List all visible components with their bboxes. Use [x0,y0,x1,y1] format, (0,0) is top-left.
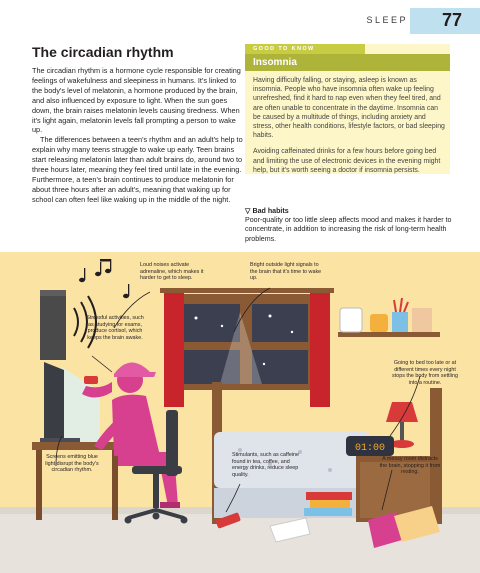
page-number: 77 [441,10,462,30]
books-pile [304,492,352,516]
article-body [32,66,244,205]
box-heading: Insomnia [245,54,450,71]
section-running-head: SLEEP [366,15,408,25]
box-kicker: GOOD TO KNOW [245,44,365,54]
box-paragraph-2: Avoiding caffeinated drinks for a few hours before going bed and limiting the use of electronic devices in the evening might help, but it's worth seeing a doctor if insomnia persists. [253,148,441,174]
note-bedtime: Going to bed too late or at different times every night stops the body from settling into a routine. [392,360,458,386]
good-to-know-box [245,44,450,174]
bedroom-scene [0,252,480,573]
clock-display: 01:00 [354,443,386,454]
curtain-rod [160,288,334,293]
note-messy-room: A messy room distracts the brain, stopping it from resting. [379,456,441,476]
note-stimulants: Stimulants, such as caffeine found in tea, coffee, and energy drinks, reduce sleep quality. [232,452,300,478]
box-body [253,76,445,175]
article-paragraph-1: The circadian rhythm is a hormone cycle responsible for creating feelings of wakefulness and sleepiness in humans. It's linked to the body's level of melatonin, a hormone produced by the brain, and also influenced by exposure to light. When the sun goes down, the brain raises melatonin levels causing tiredness. When it's light again, melatonin levels fall prompting a person to wake up. [32,66,241,135]
note-stressful-activities: Stressful activities, such as studying for exams, produce cortisol, which keeps the brain awake. [86,315,144,341]
energy-drink-can [84,376,98,384]
curtain-right [310,293,330,407]
figure-caption [245,207,455,244]
caption-heading-text: Bad habits [252,207,289,215]
note-loud-noises: Loud noises activate adrenaline, which makes it harder to get to sleep. [140,262,204,282]
page-header [0,0,480,42]
bad-habits-illustration [0,252,480,573]
curtain-left [164,293,184,407]
note-screens: Screens emitting blue light disrupt the body's circadian rhythm. [45,454,99,474]
box-paragraph-1: Having difficulty falling, or staying, asleep is known as insomnia. People who have insomnia often wake up feeling unrefreshed, find it hard to nap even when they feel tired, and are often unable to concentrate in the daytime. Insomnia can be caused by a multitude of things, including anxiety and stress, other health conditions, lifestyle factors, or bad sleeping habits. [253,77,445,140]
caption-marker-icon: ▽ [245,207,251,215]
caption-heading [245,207,455,216]
note-bright-light: Bright outside light signals to the brain that it's time to wake up. [250,262,322,282]
article-paragraph-2: The differences between a teen's rhythm and an adult's help to explain why many teens struggle to wake up early. Teen brains start releasing melatonin later than adult brains do, around two to three hours later, meaning they feel tired until late in the evening. Furthermore, a teen's brain continues to produce melatonin for about three hours after an adult's, meaning that waking up for school can often feel like waking up in the middle of the night. [32,135,243,204]
caption-text: Poor-quality or too little sleep affects mood and makes it harder to concentrate, in addition to increasing the risk of long-term health problems. [245,216,452,243]
article-title: The circadian rhythm [32,44,174,60]
night-window [176,294,316,390]
